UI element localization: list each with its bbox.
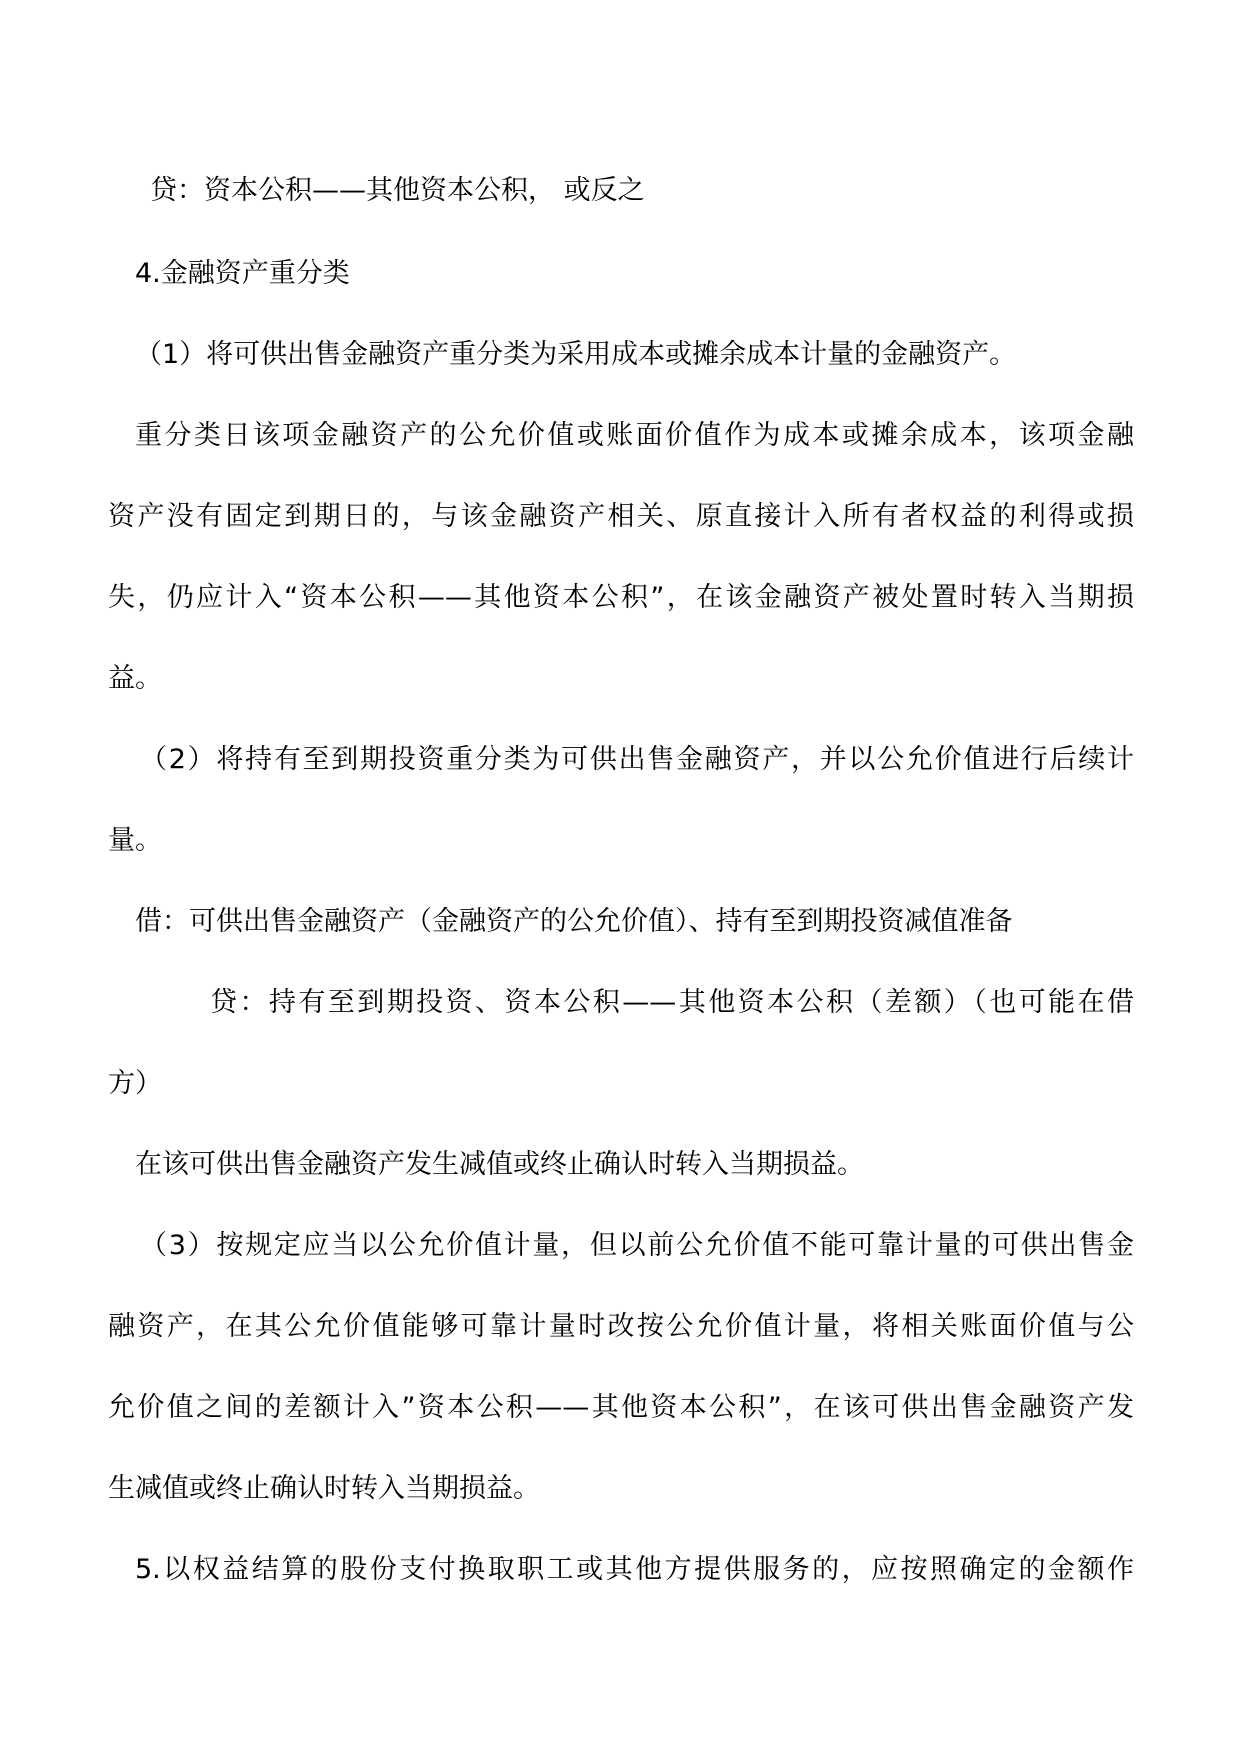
text-line-credit-capital-reserve: 贷：资本公积——其他资本公积， 或反之 [150, 175, 645, 206]
text-line-item-3a: （3）按规定应当以公允价值计量，但以前公允价值不能可靠计量的可供出售金 [140, 1230, 1134, 1261]
text-line-credit-entry: 贷：持有至到期投资、资本公积——其他资本公积（差额）（也可能在借 [210, 987, 1134, 1018]
text-line-paragraph-1a: 重分类日该项金融资产的公允价值或账面价值作为成本或摊余成本，该项金融 [135, 420, 1134, 451]
text-line-item-3c: 允价值之间的差额计入”资本公积——其他资本公积”，在该可供出售金融资产发 [108, 1392, 1134, 1423]
text-line-section-5: 5.以权益结算的股份支付换取职工或其他方提供服务的，应按照确定的金额作 [135, 1554, 1134, 1585]
section-heading-reclassification: 4.金融资产重分类 [135, 258, 350, 289]
text-line-item-2: （2）将持有至到期投资重分类为可供出售金融资产，并以公允价值进行后续计 [140, 744, 1134, 775]
text-line-paragraph-1c: 失，仍应计入“资本公积——其他资本公积”，在该金融资产被处置时转入当期损 [108, 582, 1134, 613]
text-line-item-2-end: 量。 [108, 825, 162, 856]
text-line-item-1: （1）将可供出售金融资产重分类为采用成本或摊余成本计量的金融资产。 [135, 339, 1017, 370]
text-line-paragraph-1d: 益。 [108, 663, 162, 694]
text-line-paragraph-1b: 资产没有固定到期日的，与该金融资产相关、原直接计入所有者权益的利得或损 [108, 501, 1134, 532]
text-line-impairment-note: 在该可供出售金融资产发生减值或终止确认时转入当期损益。 [135, 1149, 864, 1180]
text-line-item-3d: 生减值或终止确认时转入当期损益。 [108, 1473, 540, 1504]
text-line-item-3b: 融资产，在其公允价值能够可靠计量时改按公允价值计量，将相关账面价值与公 [108, 1311, 1134, 1342]
text-line-debit-entry: 借：可供出售金融资产（金融资产的公允价值）、持有至到期投资减值准备 [135, 906, 1013, 937]
text-line-credit-entry-end: 方） [108, 1068, 162, 1099]
